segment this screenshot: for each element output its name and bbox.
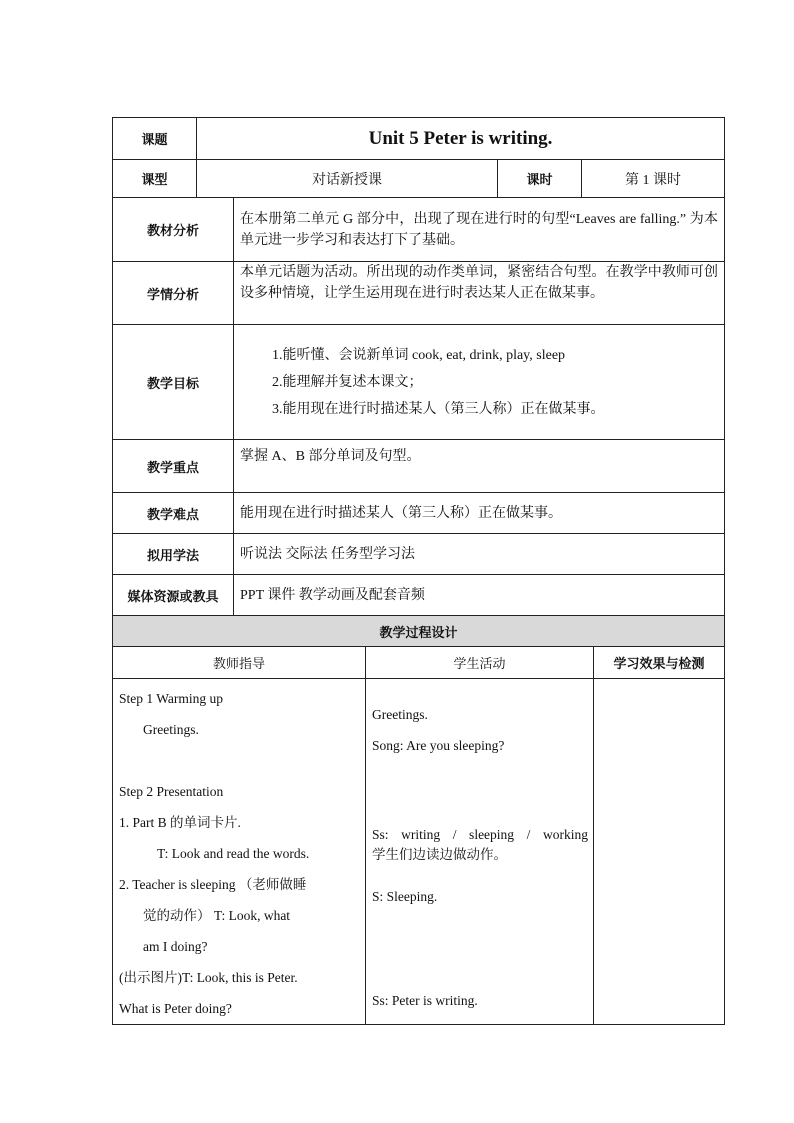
topic-title: Unit 5 Peter is writing. bbox=[197, 118, 725, 160]
difficult-points-text: 能用现在进行时描述某人（第三人称）正在做某事。 bbox=[234, 493, 725, 534]
student-activity-cell bbox=[366, 679, 594, 1025]
student-line: Ss: Peter is writing. bbox=[372, 993, 478, 1008]
teacher-spacer bbox=[119, 745, 359, 776]
teacher-line: 2. Teacher is sleeping （老师做睡 bbox=[119, 877, 307, 892]
teacher-line: What is Peter doing? bbox=[119, 1001, 232, 1016]
col-teacher-header: 教师指导 bbox=[113, 647, 366, 679]
goal-item: 2.能理解并复述本课文； bbox=[272, 374, 423, 390]
teacher-guidance-cell bbox=[113, 679, 366, 1025]
topic-label: 课题 bbox=[113, 118, 197, 160]
goals-list bbox=[234, 325, 725, 440]
teacher-line: 觉的动作） T: Look, what bbox=[143, 908, 291, 923]
goals-label: 教学目标 bbox=[113, 325, 234, 440]
process-section-title: 教学过程设计 bbox=[113, 616, 725, 647]
lesson-plan-table bbox=[112, 117, 725, 198]
student-line: S: Sleeping. bbox=[372, 889, 438, 904]
teacher-line: Step 1 Warming up bbox=[119, 691, 224, 706]
lesson-plan-document bbox=[112, 117, 724, 1025]
student-line: Ss: writing / sleeping / working bbox=[372, 827, 588, 842]
student-line: Greetings. bbox=[372, 707, 428, 722]
analysis-table bbox=[112, 197, 725, 616]
teacher-line: T: Look and read the words. bbox=[157, 846, 310, 861]
col-student-header: 学生活动 bbox=[366, 647, 594, 679]
teacher-line: 1. Part B 的单词卡片. bbox=[119, 815, 241, 830]
goal-item: 1.能听懂、会说新单词 cook, eat, drink, play, sleep bbox=[272, 347, 566, 363]
method-text: 听说法 交际法 任务型学习法 bbox=[234, 534, 725, 575]
teacher-line: am I doing? bbox=[143, 939, 208, 954]
goal-item: 3.能用现在进行时描述某人（第三人称）正在做某事。 bbox=[272, 401, 605, 417]
key-points-text: 掌握 A、B 部分单词及句型。 bbox=[234, 440, 725, 493]
col-effect-header: 学习效果与检测 bbox=[594, 647, 725, 679]
key-points-label: 教学重点 bbox=[113, 440, 234, 493]
period-value: 第 1 课时 bbox=[582, 160, 725, 198]
teacher-line: Step 2 Presentation bbox=[119, 784, 224, 799]
process-table bbox=[112, 615, 725, 1025]
media-label: 媒体资源或教具 bbox=[113, 575, 234, 616]
material-text: 在本册第二单元 G 部分中，出现了现在进行时的句型“Leaves are falling.” 为本单元进一步学习和表达打下了基础。 bbox=[234, 198, 725, 262]
effect-cell bbox=[594, 679, 725, 1025]
type-label: 课型 bbox=[113, 160, 197, 198]
students-label: 学情分析 bbox=[113, 262, 234, 325]
teacher-line: (出示图片)T: Look, this is Peter. bbox=[119, 970, 298, 985]
student-line: 学生们边读边做动作。 bbox=[372, 847, 507, 862]
difficult-points-label: 教学难点 bbox=[113, 493, 234, 534]
material-label: 教材分析 bbox=[113, 198, 234, 262]
type-value: 对话新授课 bbox=[197, 160, 498, 198]
student-line: Song: Are you sleeping? bbox=[372, 738, 505, 753]
period-label: 课时 bbox=[498, 160, 582, 198]
media-text: PPT 课件 教学动画及配套音频 bbox=[234, 575, 725, 616]
students-text: 本单元话题为活动。所出现的动作类单词，紧密结合句型。在教学中教师可创设多种情境，让学生运用现在进行时表达某人正在做某事。 bbox=[234, 262, 725, 325]
method-label: 拟用学法 bbox=[113, 534, 234, 575]
teacher-line: Greetings. bbox=[143, 722, 199, 737]
